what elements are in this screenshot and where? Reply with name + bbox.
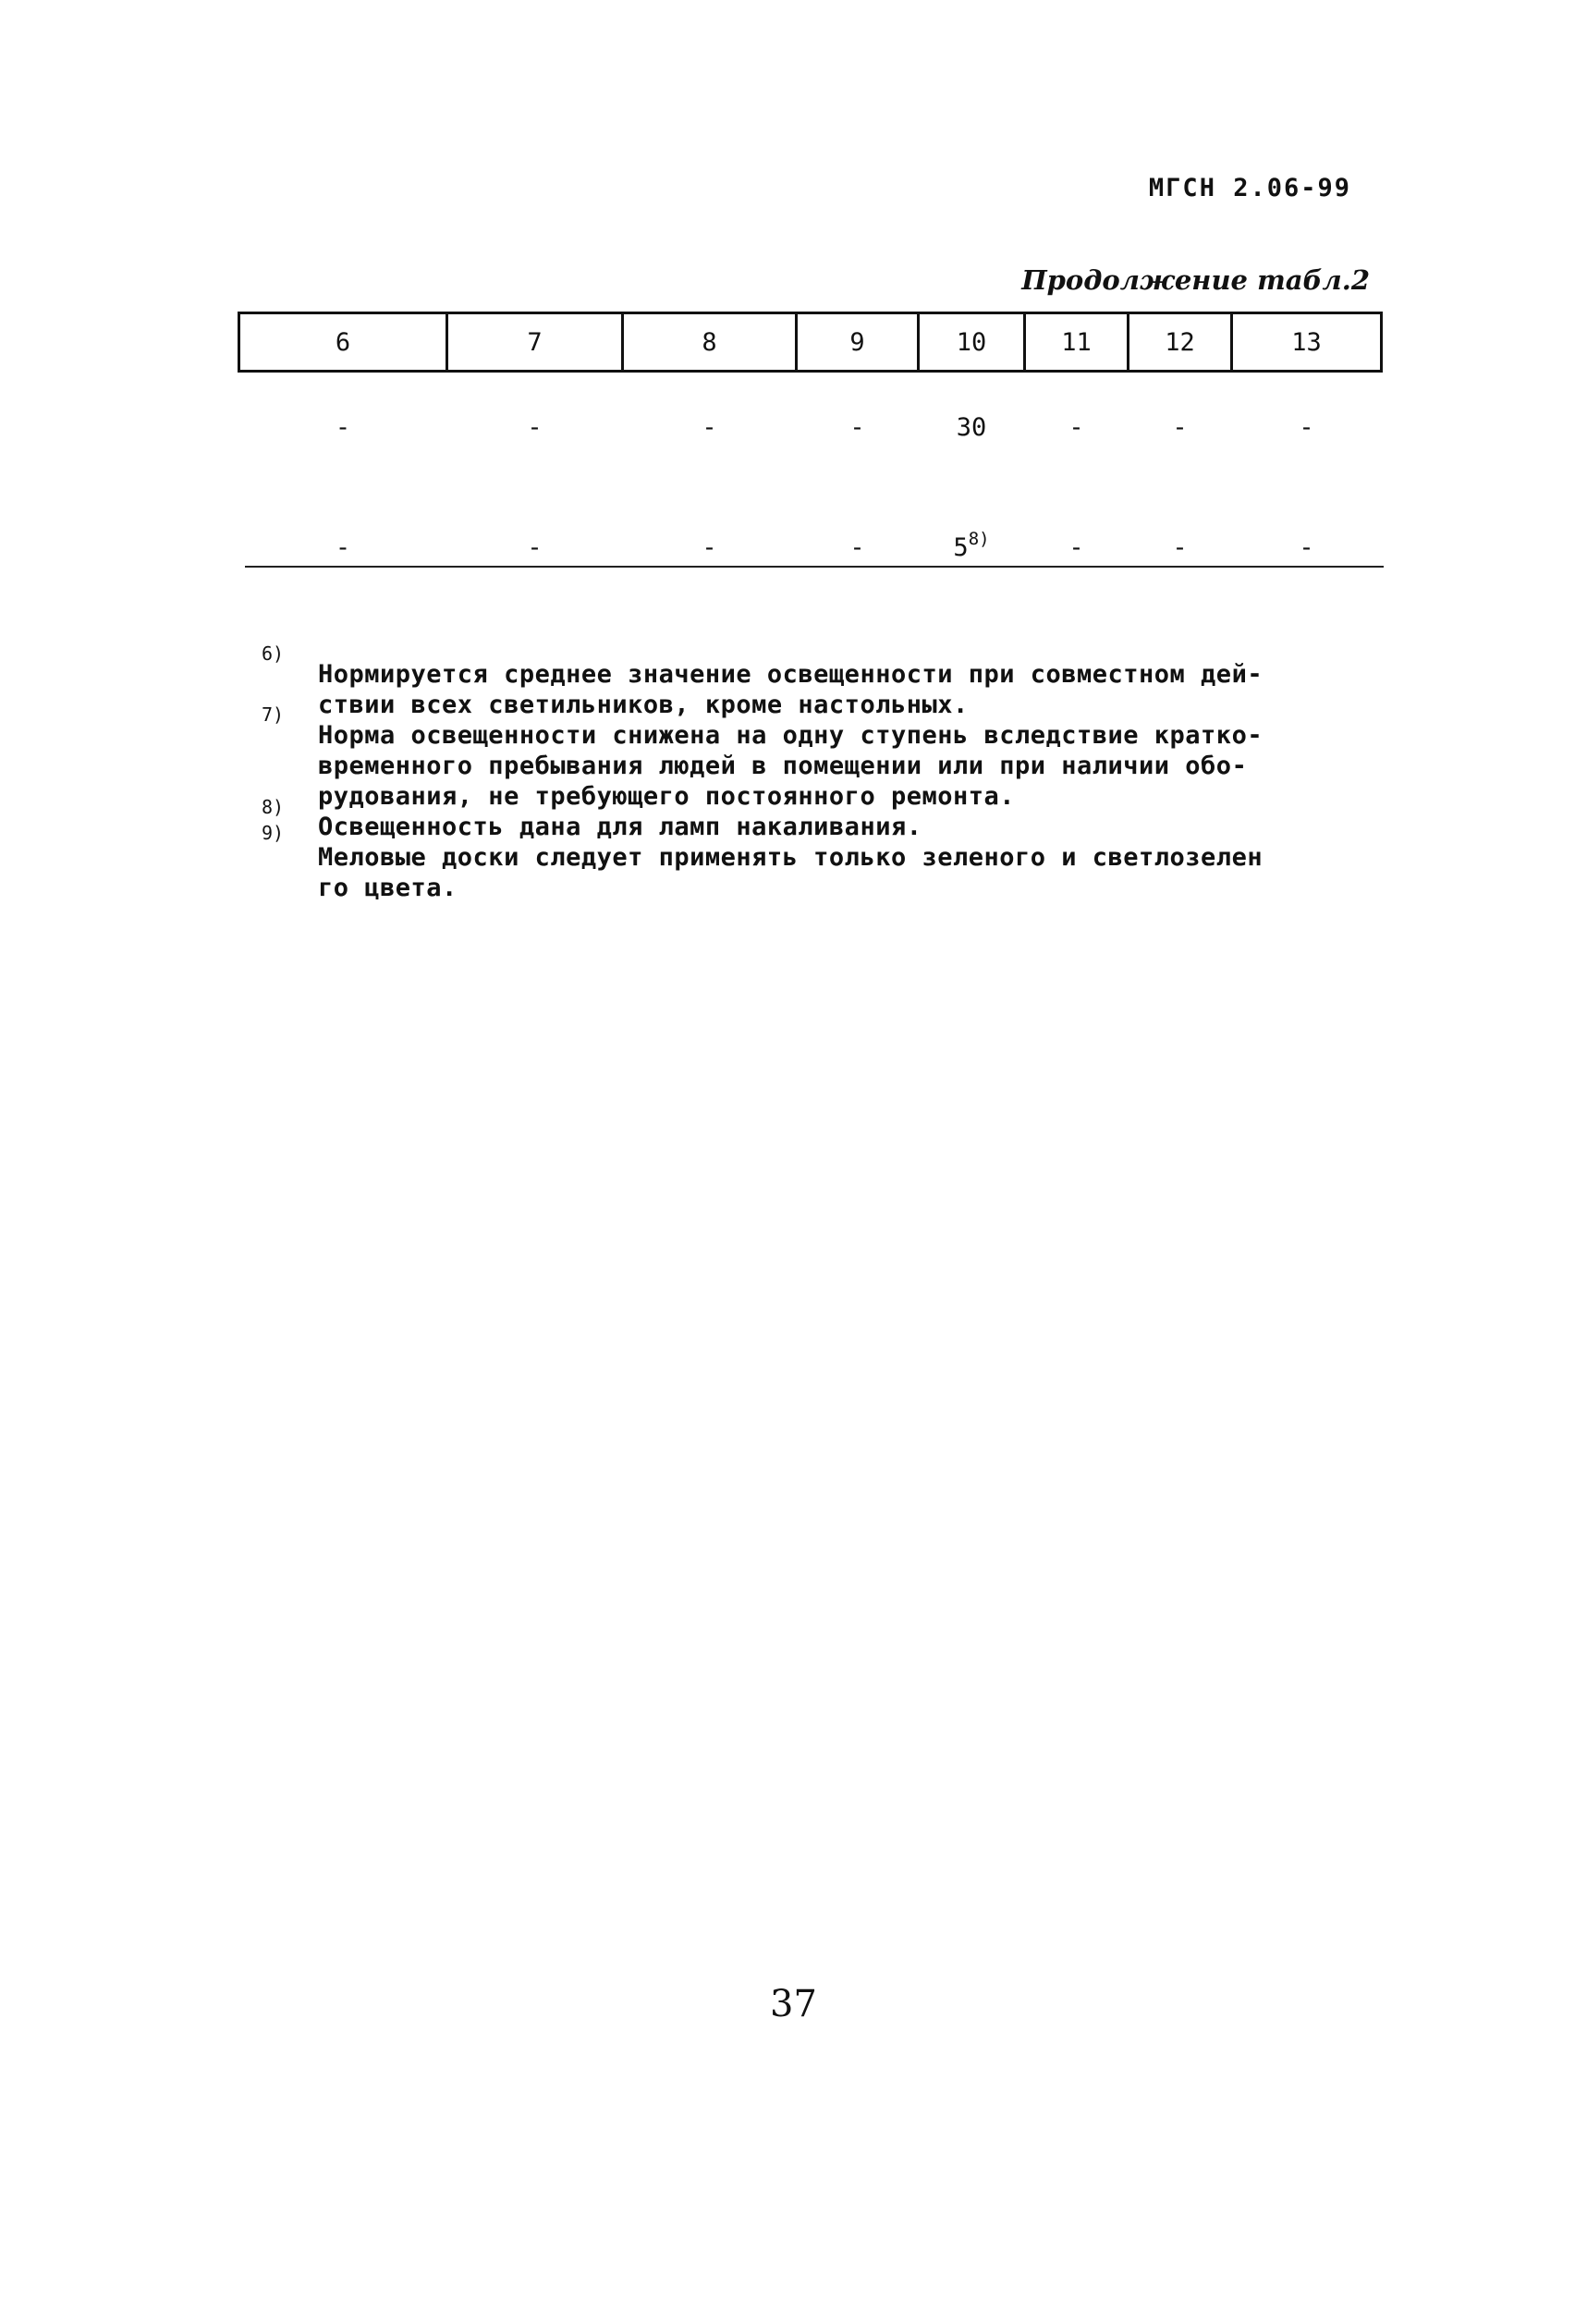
table-cell: - <box>1068 533 1084 562</box>
table-header-row <box>239 313 1382 372</box>
footnote-line: Освещенность дана для ламп накаливания. <box>318 813 922 841</box>
column-header: 10 <box>919 313 1025 372</box>
continuation-table <box>238 312 1383 562</box>
footnote-mark: 9) <box>262 822 285 844</box>
footnote-text <box>318 659 1390 903</box>
table-row <box>239 372 1382 443</box>
table-cell: - <box>849 533 865 562</box>
footnote-line: го цвета. <box>318 874 458 902</box>
table-cell: - <box>1172 413 1188 442</box>
footnote-line: Норма освещенности снижена на одну ступень вследствие кратко- <box>318 721 1263 750</box>
table-cell: - <box>849 413 865 442</box>
table-cell <box>919 442 1025 562</box>
table-cell: - <box>1299 413 1314 442</box>
page-number: 37 <box>770 1983 817 2025</box>
table-cell: - <box>335 413 351 442</box>
footnote-reference: 8) <box>968 529 990 549</box>
table-end-rule <box>245 566 1384 568</box>
footnote-line: ствии всех светильников, кроме настольных. <box>318 691 969 719</box>
table-cell: - <box>527 413 543 442</box>
table-cell: - <box>1068 413 1084 442</box>
table-continuation-caption: Продолжение табл.2 <box>1021 264 1370 296</box>
column-header: 11 <box>1025 313 1129 372</box>
footnote-mark: 7) <box>262 703 285 726</box>
column-header: 13 <box>1232 313 1382 372</box>
table-cell: - <box>335 533 351 562</box>
footnote-mark: 6) <box>262 642 285 665</box>
table-cell: - <box>1172 533 1188 562</box>
table-cell: - <box>702 533 717 562</box>
column-header: 8 <box>623 313 797 372</box>
footnote-line: Нормируется среднее значение освещенности при совместном дей- <box>318 660 1263 689</box>
document-code: МГСН 2.06-99 <box>1148 174 1351 202</box>
column-header: 12 <box>1129 313 1232 372</box>
table-cell: - <box>702 413 717 442</box>
footnote-mark: 8) <box>262 796 285 818</box>
cell-value: 5 <box>953 533 969 562</box>
footnote-line: рудования, не требующего постоянного ремонта. <box>318 782 1015 811</box>
column-header: 7 <box>447 313 623 372</box>
footnote-line: временного пребывания людей в помещении или при наличии обо- <box>318 752 1248 780</box>
table-row <box>239 442 1382 562</box>
footnote-line: Меловые доски следует применять только зеленого и светлозелен <box>318 843 1263 872</box>
column-header: 6 <box>239 313 447 372</box>
table-cell: - <box>527 533 543 562</box>
column-header: 9 <box>797 313 919 372</box>
table-cell: - <box>1299 533 1314 562</box>
table-cell: 30 <box>956 413 987 442</box>
